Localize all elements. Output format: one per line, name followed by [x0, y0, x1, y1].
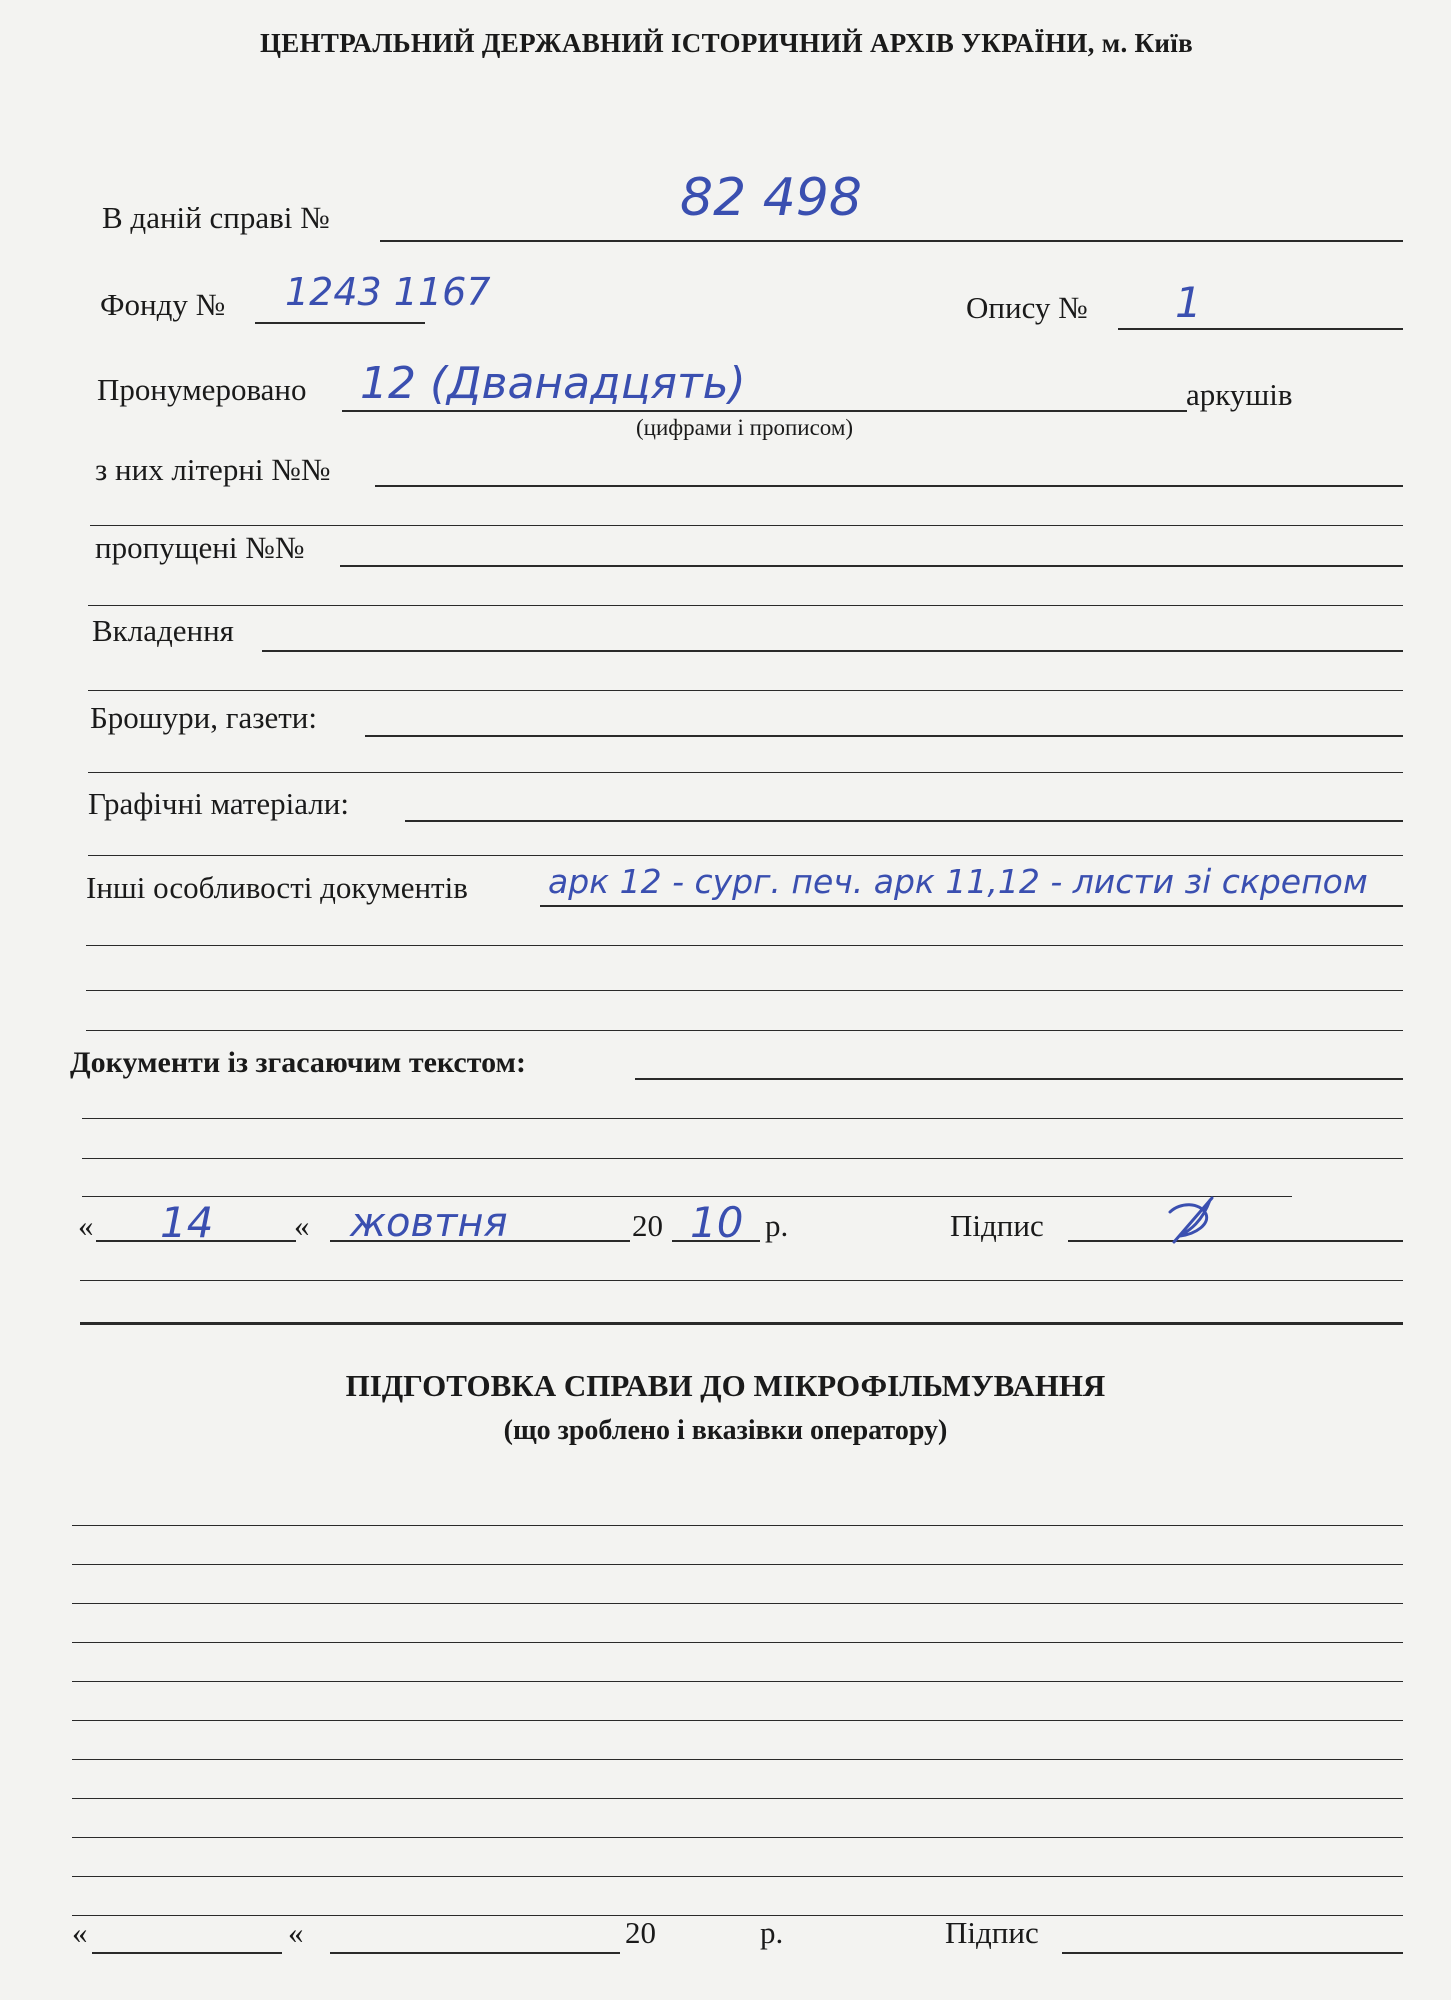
instruction-line-5	[72, 1681, 1403, 1682]
date1-year: 10	[690, 1198, 744, 1247]
date1-line-2	[80, 1280, 1403, 1281]
section-title: ПІДГОТОВКА СПРАВИ ДО МІКРОФІЛЬМУВАННЯ	[345, 1368, 1106, 1403]
inserts-label: Вкладення	[92, 613, 234, 648]
numbered-value: 12 (Дванадцять)	[360, 358, 746, 409]
date2-month-line	[330, 1952, 620, 1954]
date1-month: жовтня	[350, 1200, 508, 1246]
opys-line	[1118, 328, 1403, 330]
fond-line	[255, 322, 425, 324]
missing-line	[340, 565, 1403, 567]
inserts-line	[262, 650, 1403, 652]
signature-image	[1150, 1192, 1230, 1252]
missing-line-2	[88, 605, 1403, 606]
date2-sign-line	[1062, 1952, 1403, 1954]
case-number-line	[380, 240, 1403, 242]
date2-year-suffix: р.	[760, 1915, 784, 1950]
instruction-line-1	[72, 1525, 1403, 1526]
brochures-line-2	[88, 772, 1403, 773]
numbered-label: Пронумеровано	[97, 372, 307, 407]
numbered-suffix: аркушів	[1186, 377, 1293, 412]
instruction-line-3	[72, 1603, 1403, 1604]
fond-label: Фонду №	[100, 287, 226, 322]
date2-day-line	[92, 1952, 282, 1954]
instruction-line-2	[72, 1564, 1403, 1565]
fading-line-4	[82, 1196, 1292, 1197]
date1-quote-open: «	[78, 1208, 94, 1243]
instruction-line-8	[72, 1798, 1403, 1799]
case-number-value: 82 498	[680, 168, 862, 228]
date1-sign-line	[1068, 1240, 1403, 1242]
brochures-line	[365, 735, 1403, 737]
other-line	[540, 905, 1403, 907]
other-label: Інші особливості документів	[86, 870, 468, 905]
numbered-hint: (цифрами і прописом)	[636, 415, 854, 440]
inserts-line-2	[88, 690, 1403, 691]
graphics-line-2	[88, 855, 1403, 856]
fading-line-2	[82, 1118, 1403, 1119]
date2-year-prefix: 20	[625, 1915, 656, 1950]
literal-line	[375, 485, 1403, 487]
fading-line	[635, 1078, 1403, 1080]
date1-year-suffix: р.	[765, 1208, 789, 1243]
case-number-label: В даній справі №	[102, 200, 330, 235]
date2-quote-close: «	[288, 1915, 304, 1950]
instruction-line-6	[72, 1720, 1403, 1721]
other-line-4	[86, 1030, 1403, 1031]
graphics-label: Графічні матеріали:	[88, 786, 349, 821]
instruction-line-9	[72, 1837, 1403, 1838]
other-line-3	[86, 990, 1403, 991]
date2-sign-label: Підпис	[945, 1915, 1039, 1950]
date1-sign-label: Підпис	[950, 1208, 1044, 1243]
other-value: арк 12 - сург. печ. арк 11,12 - листи зі скрепом	[548, 862, 1368, 901]
numbered-line	[342, 410, 1187, 412]
literal-label: з них літерні №№	[95, 452, 331, 487]
date1-year-prefix: 20	[632, 1208, 663, 1243]
opys-value: 1	[1175, 278, 1202, 327]
fading-line-3	[82, 1158, 1403, 1159]
instruction-line-4	[72, 1642, 1403, 1643]
other-line-2	[86, 945, 1403, 946]
brochures-label: Брошури, газети:	[90, 700, 317, 735]
section-divider	[80, 1322, 1403, 1325]
opys-label: Опису №	[966, 290, 1088, 325]
literal-line-2	[90, 525, 1403, 526]
instruction-line-11	[72, 1915, 1403, 1916]
section-subtitle: (що зроблено і вказівки оператору)	[503, 1415, 948, 1446]
instruction-line-10	[72, 1876, 1403, 1877]
date1-quote-close: «	[294, 1208, 310, 1243]
fond-value: 1243 1167	[285, 270, 491, 314]
date2-quote-open: «	[72, 1915, 88, 1950]
graphics-line	[405, 820, 1403, 822]
date1-day: 14	[160, 1198, 214, 1247]
instruction-line-7	[72, 1759, 1403, 1760]
archive-header: ЦЕНТРАЛЬНИЙ ДЕРЖАВНИЙ ІСТОРИЧНИЙ АРХІВ УКРАЇНИ, м. Київ	[260, 28, 1193, 58]
missing-label: пропущені №№	[95, 530, 305, 565]
fading-label: Документи із згасаючим текстом:	[70, 1046, 526, 1079]
